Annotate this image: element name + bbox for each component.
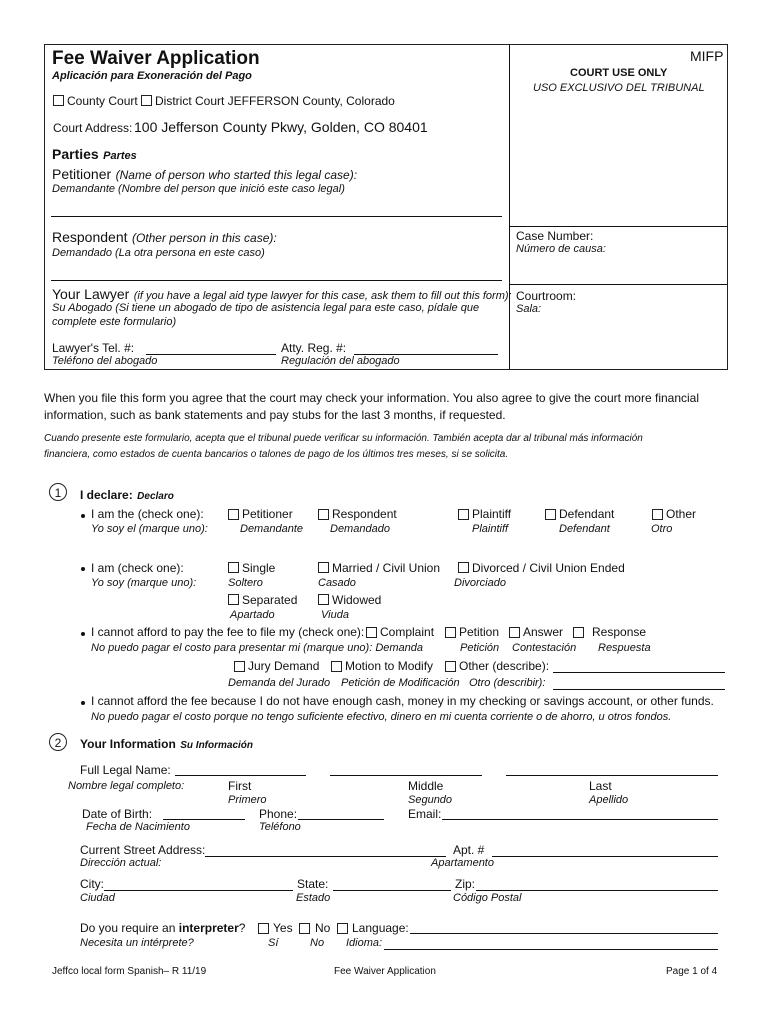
apt-label-es: Apartamento — [431, 857, 494, 869]
last-name-label-es: Apellido — [589, 794, 629, 806]
form-subtitle: Aplicación para Exoneración del Pago — [52, 70, 252, 82]
role-respondent-label-es: Demandado — [330, 523, 390, 535]
full-name-label-es: Nombre legal completo: — [68, 780, 185, 792]
status-divorced-label: Divorced / Civil Union Ended — [472, 561, 625, 575]
filing-motion-modify-label-es: Petición de Modificación — [341, 677, 460, 689]
status-widowed-label: Widowed — [332, 593, 382, 607]
filing-petition-label-es: Petición — [460, 642, 500, 654]
dob-label: Date of Birth: — [82, 807, 153, 821]
language-line-es[interactable] — [384, 949, 718, 950]
interpreter-question-mark: ? — [238, 921, 246, 935]
zip-label-es: Código Postal — [453, 892, 522, 904]
email-label: Email: — [408, 807, 442, 821]
status-separated-label: Separated — [242, 593, 298, 607]
middle-name-label: Middle — [408, 779, 444, 793]
zip-line[interactable] — [476, 890, 718, 891]
status-single-label: Single — [242, 561, 276, 575]
lawyer-label-en: Your Lawyer — [52, 286, 130, 302]
filing-answer-label: Answer — [523, 625, 564, 639]
form-code: MIFP — [690, 48, 724, 64]
lawyer-tel-label-es: Teléfono del abogado — [52, 355, 158, 367]
filing-answer-checkbox[interactable] — [509, 627, 520, 638]
caption-divider — [509, 44, 510, 369]
state-label-es: Estado — [296, 892, 331, 904]
role-plaintiff-checkbox[interactable] — [458, 509, 469, 520]
filing-petition-label: Petition — [459, 625, 500, 639]
section-2-heading — [80, 735, 253, 753]
interpreter-no-checkbox[interactable] — [299, 923, 310, 934]
respondent-label-en: Respondent — [52, 229, 128, 245]
role-respondent-label: Respondent — [332, 507, 397, 521]
city-line[interactable] — [104, 890, 293, 891]
filing-response-label: Response — [592, 625, 647, 639]
status-single-label-es: Soltero — [228, 577, 263, 589]
filing-other-label-es: Otro (describir): — [469, 677, 546, 689]
role-plaintiff-label-es: Plaintiff — [472, 523, 509, 535]
filing-other-line-2[interactable] — [553, 689, 725, 690]
role-question-es: Yo soy el (marque uno): — [91, 523, 208, 535]
role-respondent-checkbox[interactable] — [318, 509, 329, 520]
first-name-label-es: Primero — [228, 794, 267, 806]
petitioner-name-line[interactable] — [51, 216, 502, 217]
fee-question: I cannot afford to pay the fee to file my (check one): — [91, 625, 365, 639]
full-name-label: Full Legal Name: — [80, 763, 171, 777]
county-court-label: County Court — [67, 94, 138, 108]
lawyer-label-es-1: Su Abogado (Si tiene un abogado de tipo de asistencia legal para este caso, pídale que — [52, 302, 480, 314]
interpreter-no-label: No — [315, 921, 331, 935]
bullet-fee — [81, 632, 85, 636]
section-2-title-es: Su Información — [180, 740, 254, 751]
language-label-es: Idioma: — [346, 937, 383, 949]
interpreter-no-label-es: No — [310, 937, 325, 949]
filing-motion-modify-checkbox[interactable] — [331, 661, 342, 672]
footer-form-id: Jeffco local form Spanish– R 11/19 — [52, 966, 207, 977]
atty-reg-label: Atty. Reg. #: — [281, 341, 347, 355]
role-other-checkbox[interactable] — [652, 509, 663, 520]
petitioner-note: (Name of person who started this legal case): — [115, 168, 358, 182]
role-defendant-label-es: Defendant — [559, 523, 610, 535]
lawyer-note: (if you have a legal aid type lawyer for this case, ask them to fill out this form): — [133, 290, 512, 302]
interpreter-question-pre: Do you require an — [80, 921, 179, 935]
phone-label: Phone: — [259, 807, 298, 821]
fee-question-es: No puedo pagar el costo para presentar mi (marque uno): Demanda — [91, 642, 424, 654]
court-use-only-es: USO EXCLUSIVO DEL TRIBUNAL — [533, 82, 705, 94]
petitioner-label-en: Petitioner — [52, 166, 112, 182]
bullet-cash — [81, 701, 85, 705]
filing-other-label: Other (describe): — [459, 659, 550, 673]
respondent-label-es: Demandado (La otra persona en este caso) — [52, 247, 265, 259]
filing-other-line[interactable] — [553, 672, 725, 673]
phone-label-es: Teléfono — [259, 821, 301, 833]
section-1-number: 1 — [49, 483, 67, 501]
courtroom-divider — [509, 284, 727, 285]
dob-label-es: Fecha de Nacimiento — [86, 821, 190, 833]
lawyer-tel-line[interactable] — [146, 354, 276, 355]
filing-petition-checkbox[interactable] — [445, 627, 456, 638]
middle-name-line[interactable] — [330, 775, 482, 776]
last-name-line[interactable] — [506, 775, 718, 776]
county-court-checkbox[interactable] — [53, 95, 64, 106]
intro-es-line-2: financiera, como estados de cuenta bancarios o talones de pago de los últimos tres meses, si se solicita. — [44, 449, 509, 460]
status-divorced-label-es: Divorciado — [454, 577, 506, 589]
middle-name-label-es: Segundo — [408, 794, 453, 806]
filing-complaint-label: Complaint — [380, 625, 435, 639]
filing-jury-demand-label: Jury Demand — [248, 659, 320, 673]
role-petitioner-checkbox[interactable] — [228, 509, 239, 520]
interpreter-yes-checkbox[interactable] — [258, 923, 269, 934]
interpreter-question-es: Necesita un intérprete? — [80, 937, 194, 949]
court-use-only: COURT USE ONLY — [570, 67, 668, 79]
dob-line[interactable] — [163, 819, 245, 820]
section-1-title-es: Declaro — [137, 491, 174, 502]
role-petitioner-label: Petitioner — [242, 507, 293, 521]
interpreter-yes-label-es: Sí — [268, 937, 279, 949]
courtroom-label: Courtroom: — [516, 289, 577, 303]
court-address-label: Court Address: — [53, 121, 133, 135]
city-label-es: Ciudad — [80, 892, 115, 904]
language-checkbox[interactable] — [337, 923, 348, 934]
status-separated-label-es: Apartado — [230, 609, 275, 621]
status-single-checkbox[interactable] — [228, 562, 239, 573]
email-line[interactable] — [442, 819, 718, 820]
filing-response-label-es: Respuesta — [598, 642, 651, 654]
address-label-es: Dirección actual: — [80, 857, 162, 869]
intro-en-line-2: information, such as bank statements and pay stubs for the last 3 months, if requested. — [44, 408, 506, 422]
court-address-value: 100 Jefferson County Pkwy, Golden, CO 80401 — [134, 119, 428, 135]
petitioner-label-es: Demandante (Nombre del person que inició este caso legal) — [52, 183, 345, 195]
first-name-line[interactable] — [175, 775, 306, 776]
role-question: I am the (check one): — [91, 507, 204, 521]
last-name-label: Last — [589, 779, 612, 793]
filing-response-checkbox[interactable] — [573, 627, 584, 638]
apt-label: Apt. # — [453, 843, 485, 857]
parties-heading — [52, 146, 137, 164]
address-label: Current Street Address: — [80, 843, 206, 857]
status-married-label: Married / Civil Union — [332, 561, 441, 575]
interpreter-question — [80, 921, 245, 935]
status-married-label-es: Casado — [318, 577, 356, 589]
respondent-name-line[interactable] — [51, 280, 502, 281]
role-plaintiff-label: Plaintiff — [472, 507, 512, 521]
city-label: City: — [80, 877, 104, 891]
filing-answer-label-es: Contestación — [512, 642, 577, 654]
apt-line[interactable] — [492, 856, 718, 857]
state-line[interactable] — [333, 890, 451, 891]
status-divorced-checkbox[interactable] — [458, 562, 469, 573]
case-number-label: Case Number: — [516, 229, 594, 243]
footer-form-name: Fee Waiver Application — [334, 966, 436, 977]
language-line[interactable] — [410, 933, 718, 934]
section-2-title: Your Information — [80, 737, 176, 751]
case-number-divider — [509, 226, 727, 227]
status-married-checkbox[interactable] — [318, 562, 329, 573]
respondent-label — [52, 229, 277, 247]
petitioner-label — [52, 166, 357, 184]
parties-heading-es: Partes — [103, 150, 137, 162]
bullet-status — [81, 567, 85, 571]
status-widowed-checkbox[interactable] — [318, 594, 329, 605]
language-label: Language: — [352, 921, 409, 935]
intro-es-line-1: Cuando presente este formulario, acepta que el tribunal puede verificar su información. También acepta dar al tribunal más información — [44, 433, 643, 444]
lawyer-tel-label: Lawyer's Tel. #: — [52, 341, 135, 355]
section-1-heading — [80, 486, 174, 504]
state-label: State: — [297, 877, 329, 891]
status-separated-checkbox[interactable] — [228, 594, 239, 605]
role-defendant-label: Defendant — [559, 507, 615, 521]
status-widowed-label-es: Viuda — [321, 609, 349, 621]
courtroom-label-es: Sala: — [516, 303, 542, 315]
form-title: Fee Waiver Application — [52, 48, 260, 69]
intro-en-line-1: When you file this form you agree that the court may check your information. You also agree to give the court more financial — [44, 391, 700, 405]
lawyer-label-es-2: complete este formulario) — [52, 316, 177, 328]
section-2-number: 2 — [49, 733, 67, 751]
filing-other-checkbox[interactable] — [445, 661, 456, 672]
role-defendant-checkbox[interactable] — [545, 509, 556, 520]
interpreter-yes-label: Yes — [273, 921, 293, 935]
district-court-label: District Court JEFFERSON County, Colorado — [155, 94, 395, 108]
parties-heading-en: Parties — [52, 146, 99, 162]
atty-reg-label-es: Regulación del abogado — [281, 355, 400, 367]
status-question: I am (check one): — [91, 561, 184, 575]
filing-jury-demand-label-es: Demanda del Jurado — [228, 677, 331, 689]
filing-complaint-checkbox[interactable] — [366, 627, 377, 638]
respondent-note: (Other person in this case): — [131, 231, 277, 245]
cash-statement-es: No puedo pagar el costo porque no tengo suficiente efectivo, dinero en mi cuenta corriente o de ahorro, u otros fondos. — [91, 711, 672, 723]
cash-statement: I cannot afford the fee because I do not have enough cash, money in my checking or savings account, or other funds. — [91, 694, 714, 708]
case-number-label-es: Número de causa: — [516, 243, 606, 255]
first-name-label: First — [228, 779, 252, 793]
interpreter-word: interpreter — [178, 921, 239, 935]
role-other-label-es: Otro — [651, 523, 673, 535]
status-question-es: Yo soy (marque uno): — [91, 577, 197, 589]
filing-motion-modify-label: Motion to Modify — [345, 659, 434, 673]
district-court-checkbox[interactable] — [141, 95, 152, 106]
filing-jury-demand-checkbox[interactable] — [234, 661, 245, 672]
section-1-title: I declare: — [80, 488, 133, 502]
footer-page-number: Page 1 of 4 — [666, 966, 718, 977]
role-other-label: Other — [666, 507, 697, 521]
role-petitioner-label-es: Demandante — [240, 523, 303, 535]
address-line[interactable] — [205, 856, 446, 857]
zip-label: Zip: — [455, 877, 476, 891]
bullet-role — [81, 514, 85, 518]
phone-line[interactable] — [298, 819, 384, 820]
